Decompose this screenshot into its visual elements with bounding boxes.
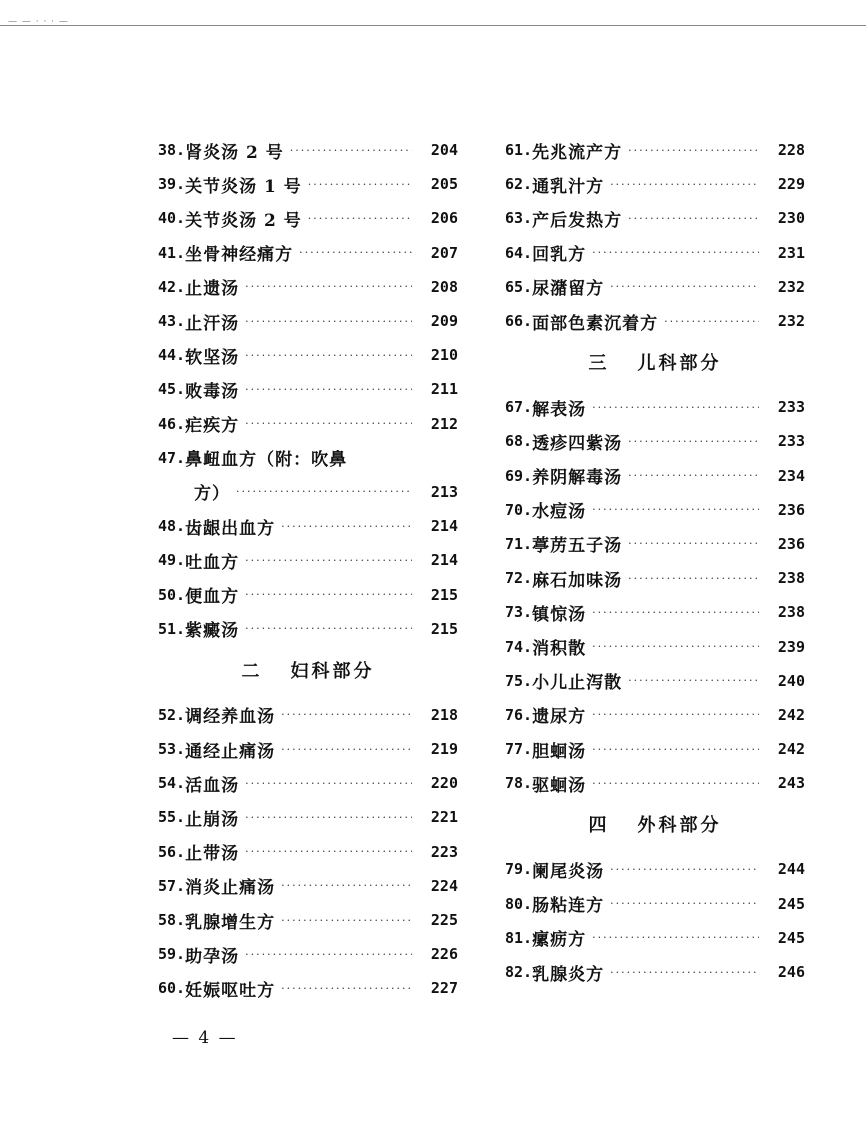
entry-number: 81. [505,928,533,947]
entry-number: 58. [158,911,186,930]
toc-entry[interactable] [158,338,458,372]
dot-leader [628,212,759,225]
entry-number: 73. [505,603,533,622]
entry-number: 46. [158,414,186,433]
toc-entry[interactable] [505,424,805,458]
entry-title: 消炎止痛汤 [185,878,276,899]
entry-number: 65. [505,277,533,296]
entry-page-number: 218 [430,705,458,724]
entry-page-number: 238 [777,569,805,588]
entry-title: 助孕汤 [185,946,240,967]
dot-leader [245,417,412,430]
entry-title: 坐骨神经痛方 [185,245,294,266]
dot-leader [628,435,759,448]
entry-page-number: 232 [777,312,805,331]
section-title: 妇科部分 [290,660,375,682]
entry-number: 69. [505,466,533,485]
entry-page-number: 242 [777,740,805,759]
dot-leader [245,280,412,293]
entry-number: 79. [505,860,533,879]
entry-number: 53. [158,740,186,759]
entry-title: 养阴解毒汤 [532,468,623,489]
entry-number: 71. [505,534,533,553]
entry-page-number: 204 [430,141,458,160]
entry-title: 水痘汤 [532,502,587,523]
dot-leader [610,863,759,876]
entry-number: 51. [158,619,186,638]
dot-leader [592,401,759,414]
dot-leader [628,572,759,585]
entry-number: 70. [505,500,533,519]
entry-title: 关节炎汤 1 号 [185,176,302,197]
entry-page-number: 232 [777,277,805,296]
toc-entry[interactable] [158,577,458,611]
entry-page-number: 246 [777,963,805,982]
toc-entry[interactable] [505,459,805,493]
toc-entry[interactable] [158,475,458,509]
toc-entry[interactable] [505,887,805,921]
section-heading [158,646,458,704]
dot-leader [245,315,412,328]
entry-title: 软坚汤 [185,347,240,368]
toc-entry[interactable] [505,493,805,527]
section-title: 儿科部分 [637,353,722,375]
dot-leader [610,897,759,910]
entry-page-number: 214 [430,551,458,570]
entry-page-number: 219 [430,740,458,759]
dot-leader [628,537,759,550]
toc-entry[interactable] [505,921,805,955]
entry-page-number: 243 [777,774,805,793]
entry-number: 38. [158,141,186,160]
entry-title: 遗尿方 [532,707,587,728]
dot-leader [308,212,412,225]
entry-number: 40. [158,209,186,228]
entry-title: 鼻衄血方（附：吹鼻 [185,450,348,471]
dot-leader [628,469,759,482]
entry-title: 小儿止泻散 [532,673,623,694]
entry-title: 回乳方 [532,245,587,266]
toc-column-right [505,133,805,989]
entry-title: 麻石加味汤 [532,570,623,591]
entry-number: 55. [158,808,186,827]
toc-entry[interactable] [158,270,458,304]
entry-page-number: 215 [430,619,458,638]
dot-leader [592,777,759,790]
dot-leader [610,178,759,191]
toc-column-left [158,133,458,1006]
section-number: 三 [588,353,610,375]
dot-leader [592,708,759,721]
entry-title: 疟疾方 [185,416,240,437]
toc-entry[interactable] [158,937,458,971]
entry-title: 齿龈出血方 [185,518,276,539]
entry-page-number: 225 [430,911,458,930]
entry-page-number: 211 [430,380,458,399]
dot-leader [592,931,759,944]
entry-page-number: 224 [430,876,458,895]
entry-title: 方） [194,484,230,505]
entry-page-number: 227 [430,979,458,998]
entry-title: 瘰疬方 [532,930,587,951]
toc-entry[interactable] [158,133,458,167]
toc-entry[interactable] [158,835,458,869]
dot-leader [628,674,759,687]
toc-entry[interactable] [505,527,805,561]
dot-leader [245,622,412,635]
entry-page-number: 220 [430,774,458,793]
toc-entry[interactable] [505,955,805,989]
section-number: 二 [241,660,263,682]
entry-number: 74. [505,637,533,656]
entry-title: 透疹四紫汤 [532,433,623,454]
dot-leader [281,914,412,927]
entry-title: 便血方 [185,587,240,608]
dot-leader [281,708,412,721]
page-top-rule [0,25,866,26]
entry-page-number: 234 [777,466,805,485]
entry-title: 葶苈五子汤 [532,536,623,557]
entry-number: 39. [158,175,186,194]
dot-leader [308,178,412,191]
toc-entry[interactable] [505,270,805,304]
section-number: 四 [588,815,610,837]
entry-number: 61. [505,141,533,160]
toc-entry[interactable] [505,561,805,595]
entry-number: 82. [505,963,533,982]
dot-leader [299,246,412,259]
dot-leader [281,879,412,892]
page-number-footer: — 4 — [172,1028,238,1048]
entry-number: 45. [158,380,186,399]
entry-page-number: 240 [777,671,805,690]
entry-title: 镇惊汤 [532,604,587,625]
entry-page-number: 229 [777,175,805,194]
entry-title: 乳腺炎方 [532,964,605,985]
entry-page-number: 245 [777,928,805,947]
dot-leader [245,845,412,858]
toc-entry[interactable] [505,390,805,424]
entry-title: 紫癜汤 [185,621,240,642]
entry-page-number: 210 [430,346,458,365]
entry-title: 止崩汤 [185,809,240,830]
entry-title: 败毒汤 [185,381,240,402]
entry-title: 面部色素沉着方 [532,313,659,334]
toc-entry[interactable] [158,732,458,766]
entry-title: 吐血方 [185,552,240,573]
dot-leader [592,640,759,653]
entry-number: 48. [158,517,186,536]
toc-entry[interactable] [158,800,458,834]
toc-entry[interactable] [158,304,458,338]
entry-title: 阑尾炎汤 [532,861,605,882]
entry-page-number: 226 [430,945,458,964]
dot-leader [245,349,412,362]
entry-page-number: 212 [430,414,458,433]
entry-page-number: 242 [777,705,805,724]
entry-page-number: 205 [430,175,458,194]
dot-leader [592,503,759,516]
entry-number: 60. [158,979,186,998]
dot-leader [281,982,412,995]
toc-entry[interactable] [158,167,458,201]
dot-leader [592,606,759,619]
entry-number: 63. [505,209,533,228]
toc-entry[interactable] [505,167,805,201]
section-title: 外科部分 [637,815,722,837]
toc-entry[interactable] [158,236,458,270]
entry-title: 胆蛔汤 [532,741,587,762]
entry-title: 妊娠呕吐方 [185,980,276,1001]
toc-entry[interactable] [158,441,458,475]
toc-entry[interactable] [505,732,805,766]
toc-entry[interactable] [505,201,805,235]
top-mark: — — · · · — [8,17,69,27]
dot-leader [245,588,412,601]
toc-entry[interactable] [158,698,458,732]
entry-number: 64. [505,243,533,262]
toc-entry[interactable] [158,372,458,406]
entry-page-number: 221 [430,808,458,827]
entry-page-number: 230 [777,209,805,228]
entry-number: 54. [158,774,186,793]
entry-page-number: 214 [430,517,458,536]
entry-number: 68. [505,432,533,451]
entry-title: 先兆流产方 [532,142,623,163]
entry-page-number: 239 [777,637,805,656]
dot-leader [290,144,412,157]
entry-page-number: 207 [430,243,458,262]
entry-title: 关节炎汤 2 号 [185,210,302,231]
entry-title: 产后发热方 [532,210,623,231]
toc-entry[interactable] [505,698,805,732]
entry-title: 止遗汤 [185,279,240,300]
toc-entry[interactable] [158,971,458,1005]
entry-title: 消积散 [532,639,587,660]
entry-page-number: 206 [430,209,458,228]
dot-leader [281,743,412,756]
dot-leader [245,811,412,824]
entry-page-number: 236 [777,534,805,553]
toc-entry[interactable] [158,407,458,441]
entry-number: 41. [158,243,186,262]
toc-entry[interactable] [158,869,458,903]
entry-title: 肠粘连方 [532,896,605,917]
entry-number: 59. [158,945,186,964]
entry-title: 调经养血汤 [185,707,276,728]
dot-leader [610,280,759,293]
entry-number: 67. [505,398,533,417]
entry-page-number: 208 [430,277,458,296]
entry-number: 50. [158,585,186,604]
dot-leader [281,520,412,533]
entry-title: 驱蛔汤 [532,775,587,796]
entry-title: 通经止痛汤 [185,741,276,762]
dot-leader [664,315,759,328]
entry-title: 止带汤 [185,844,240,865]
dot-leader [245,554,412,567]
toc-entry[interactable] [158,766,458,800]
entry-number: 57. [158,876,186,895]
entry-page-number: 209 [430,312,458,331]
entry-page-number: 231 [777,243,805,262]
dot-leader [236,485,412,498]
entry-page-number: 233 [777,398,805,417]
entry-number: 78. [505,774,533,793]
dot-leader [245,383,412,396]
entry-page-number: 238 [777,603,805,622]
entry-title: 肾炎汤 2 号 [185,142,284,163]
section-heading [505,338,805,396]
entry-number: 76. [505,705,533,724]
toc-entry[interactable] [505,595,805,629]
entry-page-number: 244 [777,860,805,879]
entry-page-number: 233 [777,432,805,451]
toc-entry[interactable] [505,133,805,167]
entry-title: 活血汤 [185,775,240,796]
entry-page-number: 213 [430,482,458,501]
toc-entry[interactable] [158,543,458,577]
entry-number: 62. [505,175,533,194]
dot-leader [592,246,759,259]
section-heading [505,800,805,858]
entry-title: 止汗汤 [185,313,240,334]
toc-entry[interactable] [505,766,805,800]
toc-entry[interactable] [158,509,458,543]
toc-entry[interactable] [505,629,805,663]
entry-title: 解表汤 [532,399,587,420]
entry-title: 乳腺增生方 [185,912,276,933]
dot-leader [245,948,412,961]
entry-page-number: 245 [777,894,805,913]
toc-entry[interactable] [505,852,805,886]
entry-number: 47. [158,448,186,467]
dot-leader [628,144,759,157]
toc-entry[interactable] [505,664,805,698]
entry-page-number: 228 [777,141,805,160]
entry-title: 通乳汁方 [532,176,605,197]
dot-leader [245,777,412,790]
entry-number: 80. [505,894,533,913]
entry-page-number: 223 [430,842,458,861]
entry-page-number: 215 [430,585,458,604]
toc-entry[interactable] [158,903,458,937]
entry-number: 72. [505,569,533,588]
entry-number: 43. [158,312,186,331]
toc-entry[interactable] [158,201,458,235]
toc-entry[interactable] [158,612,458,646]
entry-number: 42. [158,277,186,296]
entry-number: 77. [505,740,533,759]
entry-number: 56. [158,842,186,861]
dot-leader [592,743,759,756]
entry-number: 66. [505,312,533,331]
entry-number: 44. [158,346,186,365]
entry-page-number: 236 [777,500,805,519]
entry-number: 75. [505,671,533,690]
toc-entry[interactable] [505,304,805,338]
dot-leader [610,966,759,979]
entry-title: 尿潴留方 [532,279,605,300]
toc-entry[interactable] [505,236,805,270]
entry-number: 52. [158,705,186,724]
entry-number: 49. [158,551,186,570]
